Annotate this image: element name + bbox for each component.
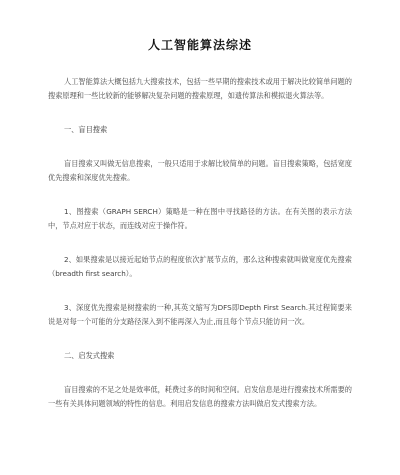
document-title: 人工智能算法综述 [147,38,252,52]
blind-search-paragraph: 盲目搜索又叫做无信息搜索，一般只适用于求解比较简单的问题。盲目搜索策略，包括宽度优先搜索和深度优先搜索。 [48,159,352,182]
intro-paragraph: 人工智能算法大概包括九大搜索技术，包括一些早期的搜索技术或用于解决比较简单问题的搜索原理和一些比较新的能够解决复杂问题的搜索原理，如遗传算法和模拟退火算法等。 [48,77,352,100]
heuristic-search-paragraph: 盲目搜索的不足之处是效率低，耗费过多的时间和空间。启发信息是进行搜索技术所需要的一些有关具体问题领域的特性的信息。利用启发信息的搜索方法叫做启发式搜索方法。 [48,385,352,408]
section-heading-blind-search: 一、盲目搜索 [64,125,108,134]
breadth-first-paragraph: 2、如果搜索是以接近起始节点的程度依次扩展节点的，那么这种搜索就叫做宽度优先搜索（breadth first search）。 [48,255,352,278]
section-heading-heuristic-search: 二、启发式搜索 [64,351,115,360]
graph-search-paragraph: 1、图搜索（GRAPH SERCH）策略是一种在图中寻找路径的方法。在有关图的表示方法中，节点对应于状态，而连线对应于操作符。 [48,207,352,230]
depth-first-paragraph: 3、深度优先搜索是树搜索的一种,其英文缩写为DFS即Depth First Search.其过程简要来说是对每一个可能的分支路径深入到不能再深入为止,而且每个节点只能访问一次。 [48,303,352,326]
